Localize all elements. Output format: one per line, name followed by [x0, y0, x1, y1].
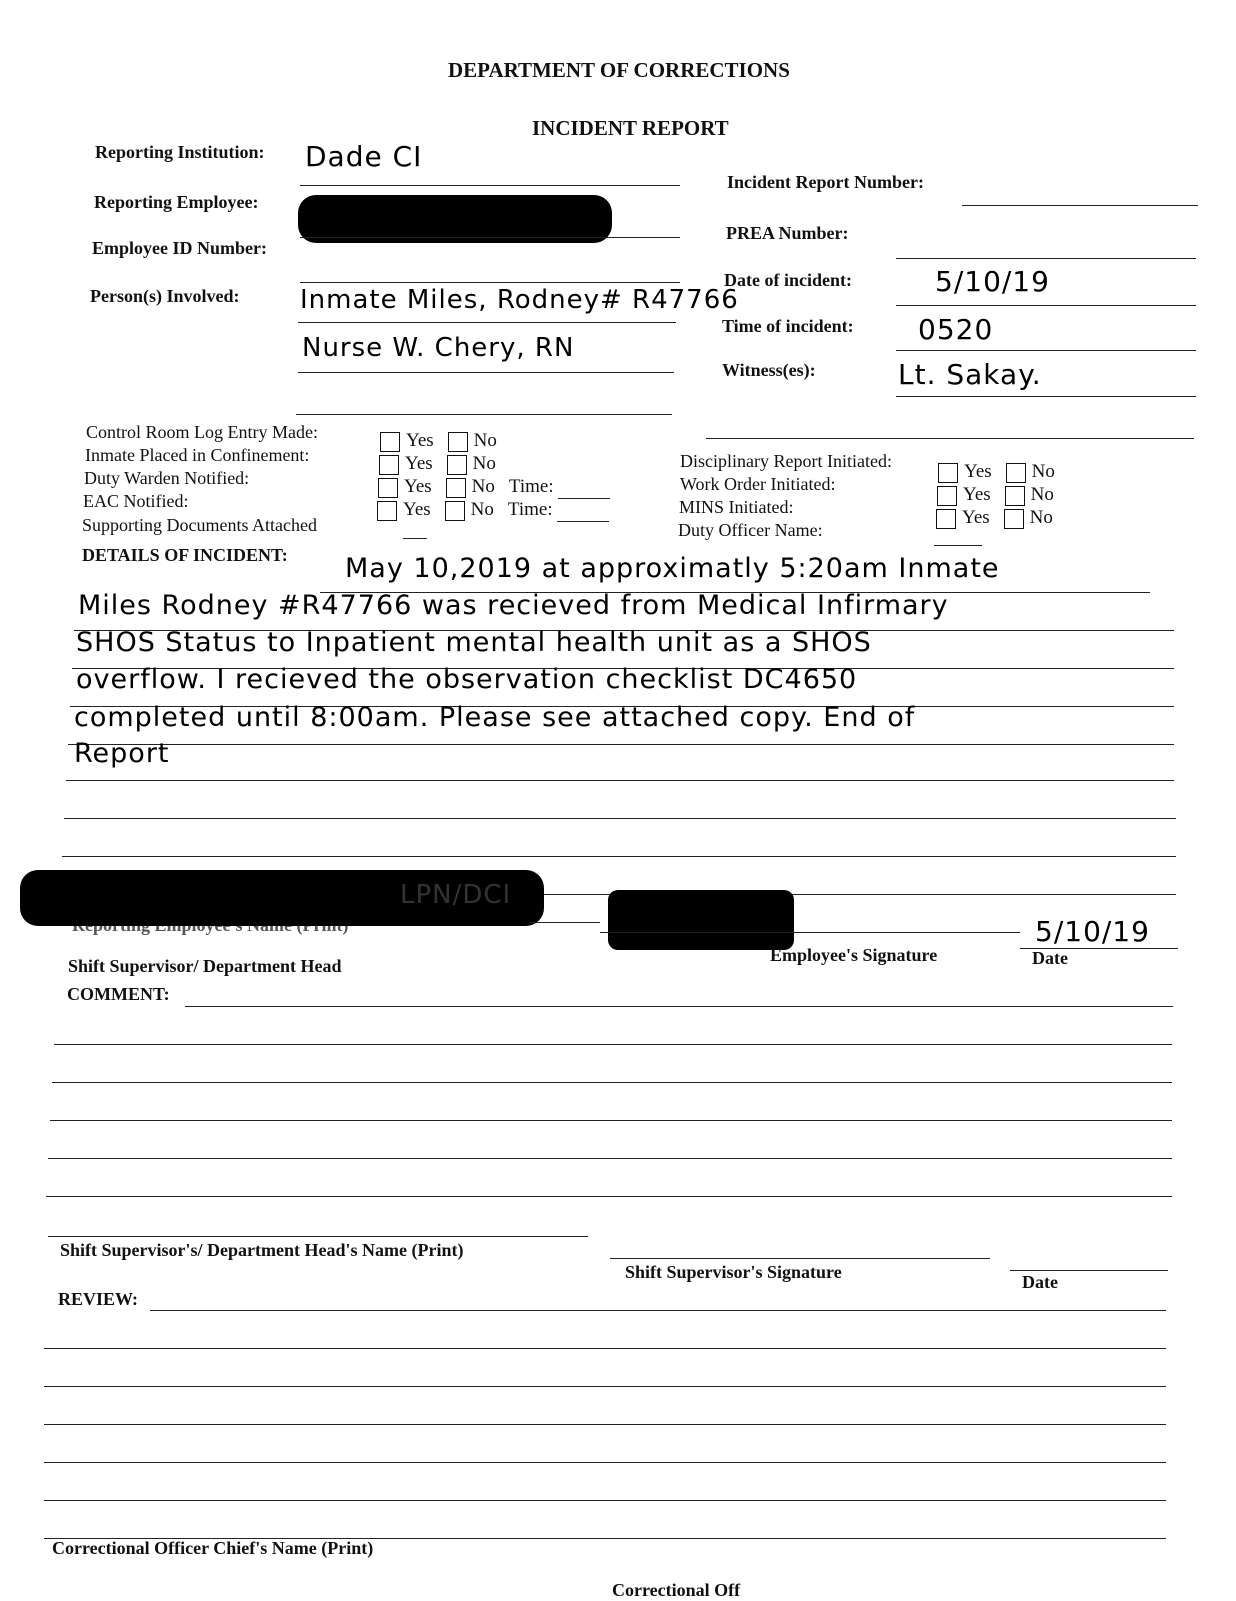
- witness-underline: [896, 396, 1196, 397]
- comment-label: COMMENT:: [67, 984, 170, 1004]
- supervisor-date-label: Date: [1022, 1272, 1058, 1292]
- duty-warden-time-field[interactable]: [558, 476, 610, 499]
- review-rule-6: [44, 1500, 1166, 1501]
- mins-yes-checkbox[interactable]: [936, 509, 956, 529]
- eac-no-checkbox[interactable]: [445, 501, 465, 521]
- reporting-institution-label: Reporting Institution:: [95, 142, 265, 162]
- details-rule-6: [66, 780, 1174, 781]
- redaction-employee-name: [298, 195, 612, 243]
- details-rule-8: [62, 856, 1176, 857]
- prea-underline: [896, 258, 1196, 259]
- prea-number-label: PREA Number:: [726, 223, 849, 243]
- duty-officer-label: Duty Officer Name:: [678, 520, 823, 540]
- details-line-2[interactable]: Miles Rodney #R47766 was recieved from Medical Infirmary: [78, 590, 949, 621]
- eac-yes-checkbox[interactable]: [377, 501, 397, 521]
- review-rule-1: [150, 1310, 1166, 1311]
- comment-rule-1: [185, 1006, 1173, 1007]
- signature-date-value[interactable]: 5/10/19: [1035, 915, 1150, 948]
- details-line-4[interactable]: overflow. I recieved the observation checklist DC4650: [76, 664, 858, 695]
- duty-officer-blank: [934, 545, 982, 546]
- form-title: INCIDENT REPORT: [532, 116, 729, 140]
- review-rule-4: [44, 1424, 1166, 1425]
- duty-warden-yes-checkbox[interactable]: [378, 478, 398, 498]
- work-order-yes-checkbox[interactable]: [937, 486, 957, 506]
- review-label: REVIEW:: [58, 1289, 139, 1309]
- control-room-yes-checkbox[interactable]: [380, 432, 400, 452]
- confinement-no-checkbox[interactable]: [447, 455, 467, 475]
- time-of-incident-value[interactable]: 0520: [918, 313, 994, 346]
- details-of-incident-label: DETAILS OF INCIDENT:: [82, 545, 288, 565]
- comment-rule-6: [46, 1196, 1172, 1197]
- reporting-employee-label: Reporting Employee:: [94, 192, 259, 212]
- comment-rule-2: [54, 1044, 1172, 1045]
- date-underline: [896, 305, 1196, 306]
- duty-warden-no-checkbox[interactable]: [446, 478, 466, 498]
- name-print-underline: [530, 922, 600, 923]
- employee-id-underline: [300, 282, 680, 283]
- supervisor-signature-label: Shift Supervisor's Signature: [625, 1262, 842, 1282]
- eac-notified-label: EAC Notified:: [83, 491, 189, 511]
- supporting-docs-label: Supporting Documents Attached: [82, 515, 317, 535]
- review-rule-3: [44, 1386, 1166, 1387]
- shift-supervisor-heading: Shift Supervisor/ Department Head: [68, 956, 342, 976]
- employee-underline: [300, 237, 680, 238]
- mins-no-checkbox[interactable]: [1004, 509, 1024, 529]
- date-of-incident-label: Date of incident:: [724, 270, 852, 290]
- details-line-1[interactable]: May 10,2019 at approximatly 5:20am Inmate: [345, 553, 1000, 584]
- person-involved-2[interactable]: Nurse W. Chery, RN: [302, 333, 575, 363]
- control-room-no-checkbox[interactable]: [448, 432, 468, 452]
- duty-warden-options: Yes No Time:: [378, 476, 610, 499]
- work-order-options: Yes No: [937, 484, 1054, 506]
- confinement-yes-checkbox[interactable]: [379, 455, 399, 475]
- person-1-underline: [298, 322, 676, 323]
- witness-underline-2: [706, 438, 1194, 439]
- supervisor-date-underline: [1010, 1270, 1168, 1271]
- co-signature-label-partial: Correctional Off: [612, 1580, 741, 1600]
- review-rule-5: [44, 1462, 1166, 1463]
- control-room-log-label: Control Room Log Entry Made:: [86, 422, 318, 442]
- reporting-institution-value[interactable]: Dade CI: [305, 140, 423, 173]
- duty-warden-label: Duty Warden Notified:: [84, 468, 250, 488]
- report-number-underline: [962, 205, 1198, 206]
- supervisor-name-label: Shift Supervisor's/ Department Head's Name (Print): [60, 1240, 464, 1260]
- disciplinary-options: Yes No: [938, 461, 1055, 483]
- date-of-incident-value[interactable]: 5/10/19: [935, 265, 1050, 298]
- person-3-underline: [296, 414, 672, 415]
- review-rule-2: [44, 1348, 1166, 1349]
- comment-rule-5: [48, 1158, 1172, 1159]
- work-order-no-checkbox[interactable]: [1005, 486, 1025, 506]
- persons-involved-label: Person(s) Involved:: [90, 286, 240, 306]
- witness-value[interactable]: Lt. Sakay.: [898, 358, 1042, 391]
- signature-underline: [600, 932, 1020, 933]
- details-line-3[interactable]: SHOS Status to Inpatient mental health unit as a SHOS: [76, 627, 872, 658]
- redaction-signature: [608, 890, 794, 950]
- disciplinary-no-checkbox[interactable]: [1006, 463, 1026, 483]
- mins-label: MINS Initiated:: [679, 497, 794, 517]
- time-of-incident-label: Time of incident:: [722, 316, 854, 336]
- witness-label: Witness(es):: [722, 360, 816, 380]
- supporting-docs-blank: [403, 538, 427, 539]
- employee-credential-suffix: LPN/DCI: [400, 880, 512, 910]
- employee-id-label: Employee ID Number:: [92, 238, 267, 258]
- person-2-underline: [298, 372, 674, 373]
- confinement-options: Yes No: [379, 453, 496, 475]
- signature-date-label: Date: [1032, 948, 1068, 968]
- control-room-log-options: Yes No: [380, 430, 497, 452]
- supervisor-signature-underline: [610, 1258, 990, 1259]
- co-chief-name-label: Correctional Officer Chief's Name (Print): [52, 1538, 374, 1558]
- inmate-confinement-label: Inmate Placed in Confinement:: [85, 445, 310, 465]
- work-order-label: Work Order Initiated:: [680, 474, 836, 494]
- department-title: DEPARTMENT OF CORRECTIONS: [448, 58, 790, 82]
- disciplinary-report-label: Disciplinary Report Initiated:: [680, 451, 892, 471]
- comment-rule-4: [50, 1120, 1172, 1121]
- person-involved-1[interactable]: Inmate Miles, Rodney# R47766: [300, 285, 739, 315]
- time-underline: [896, 350, 1196, 351]
- details-rule-5: [68, 744, 1174, 745]
- incident-report-number-label: Incident Report Number:: [727, 172, 924, 192]
- disciplinary-yes-checkbox[interactable]: [938, 463, 958, 483]
- details-line-5[interactable]: completed until 8:00am. Please see attached copy. End of: [74, 702, 916, 733]
- supervisor-name-underline: [48, 1236, 588, 1237]
- details-line-6[interactable]: Report: [74, 738, 170, 769]
- institution-underline: [300, 185, 680, 186]
- employee-signature-label: Employee's Signature: [770, 945, 938, 965]
- eac-time-field[interactable]: [557, 499, 609, 522]
- comment-rule-3: [52, 1082, 1172, 1083]
- eac-options: Yes No Time:: [377, 499, 609, 522]
- mins-options: Yes No: [936, 507, 1053, 529]
- details-rule-7: [64, 818, 1176, 819]
